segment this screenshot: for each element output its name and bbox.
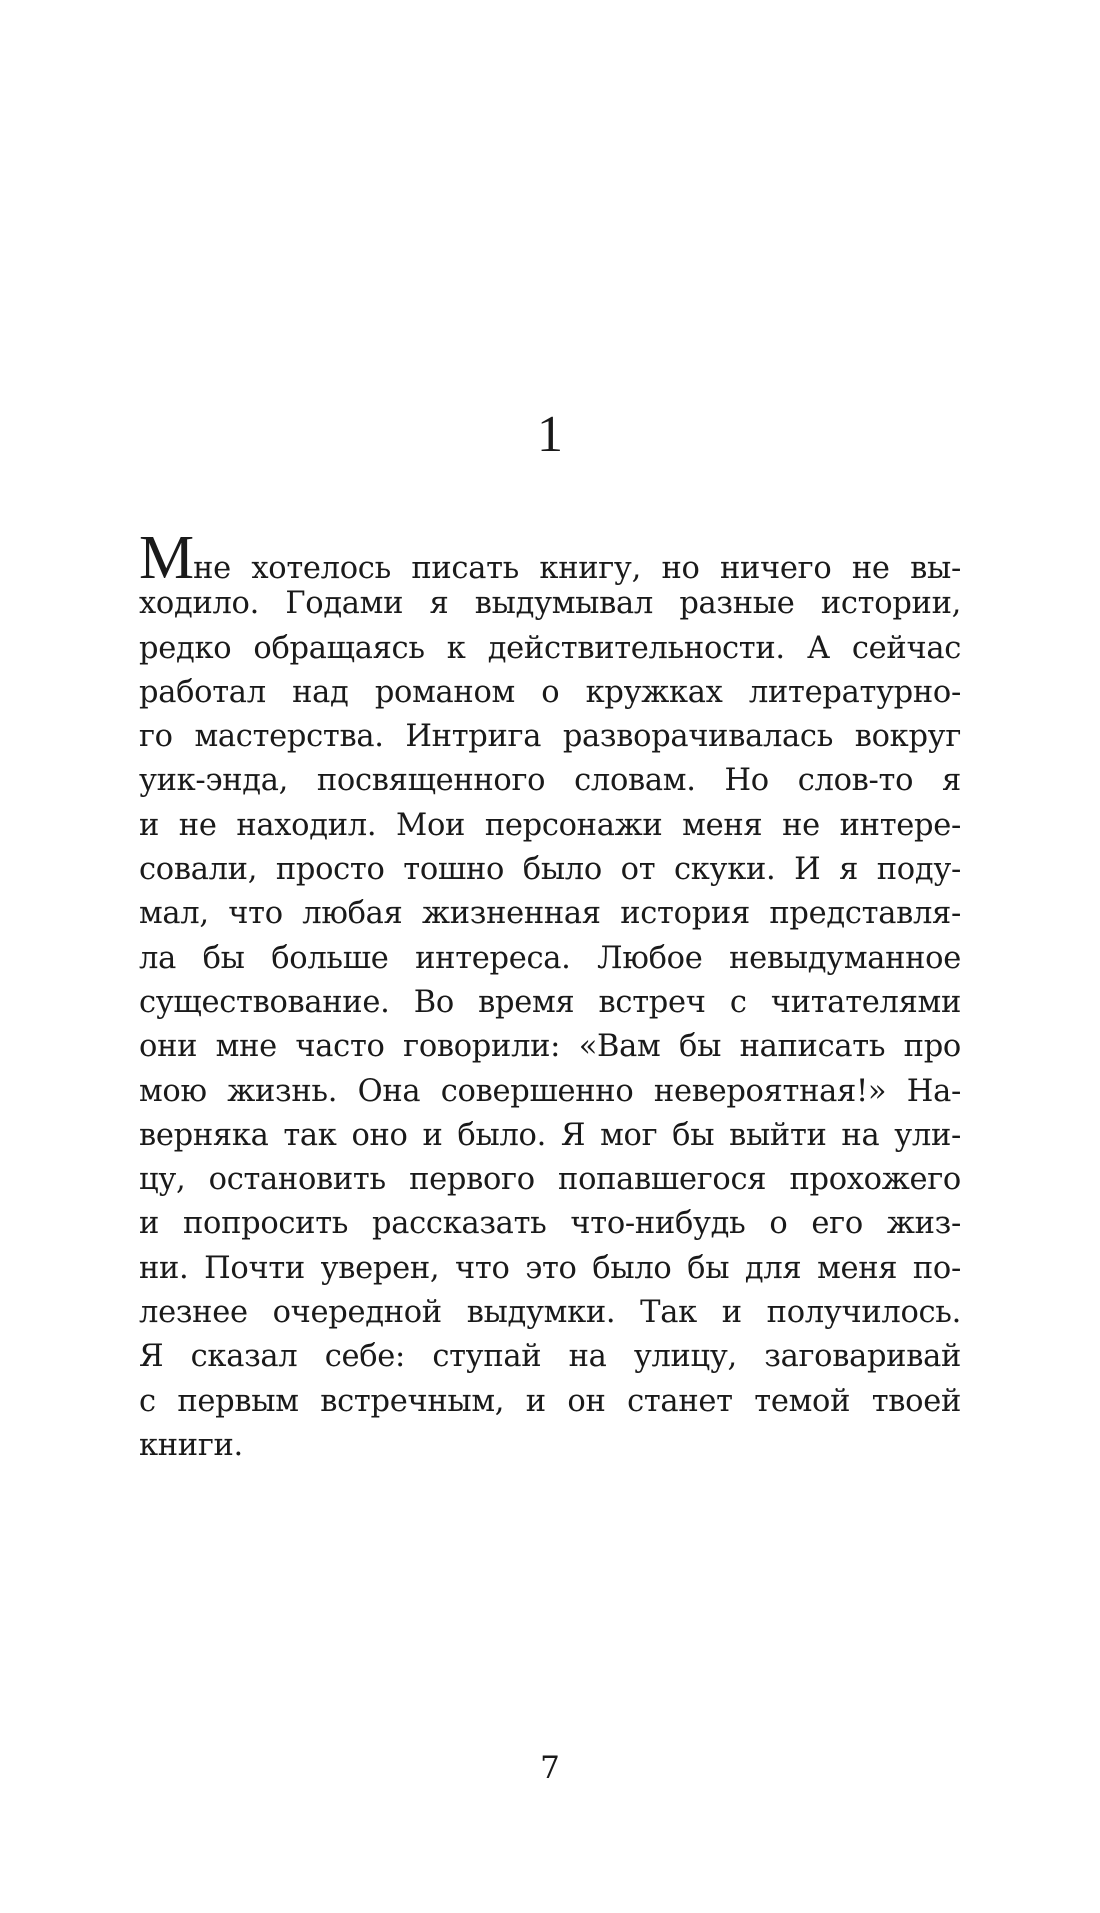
text-line: и попросить рассказать что-нибудь о его жиз-: [139, 1206, 961, 1242]
text-line: и не находил. Мои персонажи меня не интере-: [139, 807, 961, 843]
text-line: ла бы больше интереса. Любое невыдуманное: [139, 940, 961, 976]
text-line: лезнее очередной выдумки. Так и получилось.: [139, 1295, 961, 1331]
text-line: го мастерства. Интрига разворачивалась вокруг: [139, 719, 961, 755]
text-line: работал над романом о кружках литературно-: [139, 674, 961, 710]
body-paragraph: [139, 524, 961, 1468]
text-line: ни. Почти уверен, что это было бы для меня по-: [139, 1250, 961, 1286]
text-line: существование. Во время встреч с читателями: [139, 984, 961, 1020]
text-line: с первым встречным, и он станет темой твоей: [139, 1383, 961, 1419]
text-line: верняка так оно и было. Я мог бы выйти на ули-: [139, 1117, 961, 1153]
text-line: [139, 524, 961, 592]
chapter-number: 1: [537, 406, 563, 463]
text-line-content: не хотелось писать книгу, но ничего не вы-: [193, 551, 961, 586]
text-line: Я сказал себе: ступай на улицу, заговаривай: [139, 1339, 961, 1375]
drop-cap: М: [139, 524, 194, 592]
text-line: уик-энда, посвященного словам. Но слов-то я: [139, 763, 961, 799]
text-line: совали, просто тошно было от скуки. И я поду-: [139, 852, 961, 888]
page-number: 7: [540, 1750, 560, 1786]
text-line: мал, что любая жизненная история представля-: [139, 896, 961, 932]
text-line: цу, остановить первого попавшегося прохожего: [139, 1162, 961, 1198]
text-line: они мне часто говорили: «Вам бы написать про: [139, 1029, 961, 1065]
text-line: редко обращаясь к действительности. А сейчас: [139, 630, 961, 666]
text-line: мою жизнь. Она совершенно невероятная!» На-: [139, 1073, 961, 1109]
text-line: ходило. Годами я выдумывал разные истории,: [139, 586, 961, 622]
text-line: книги.: [139, 1427, 243, 1463]
